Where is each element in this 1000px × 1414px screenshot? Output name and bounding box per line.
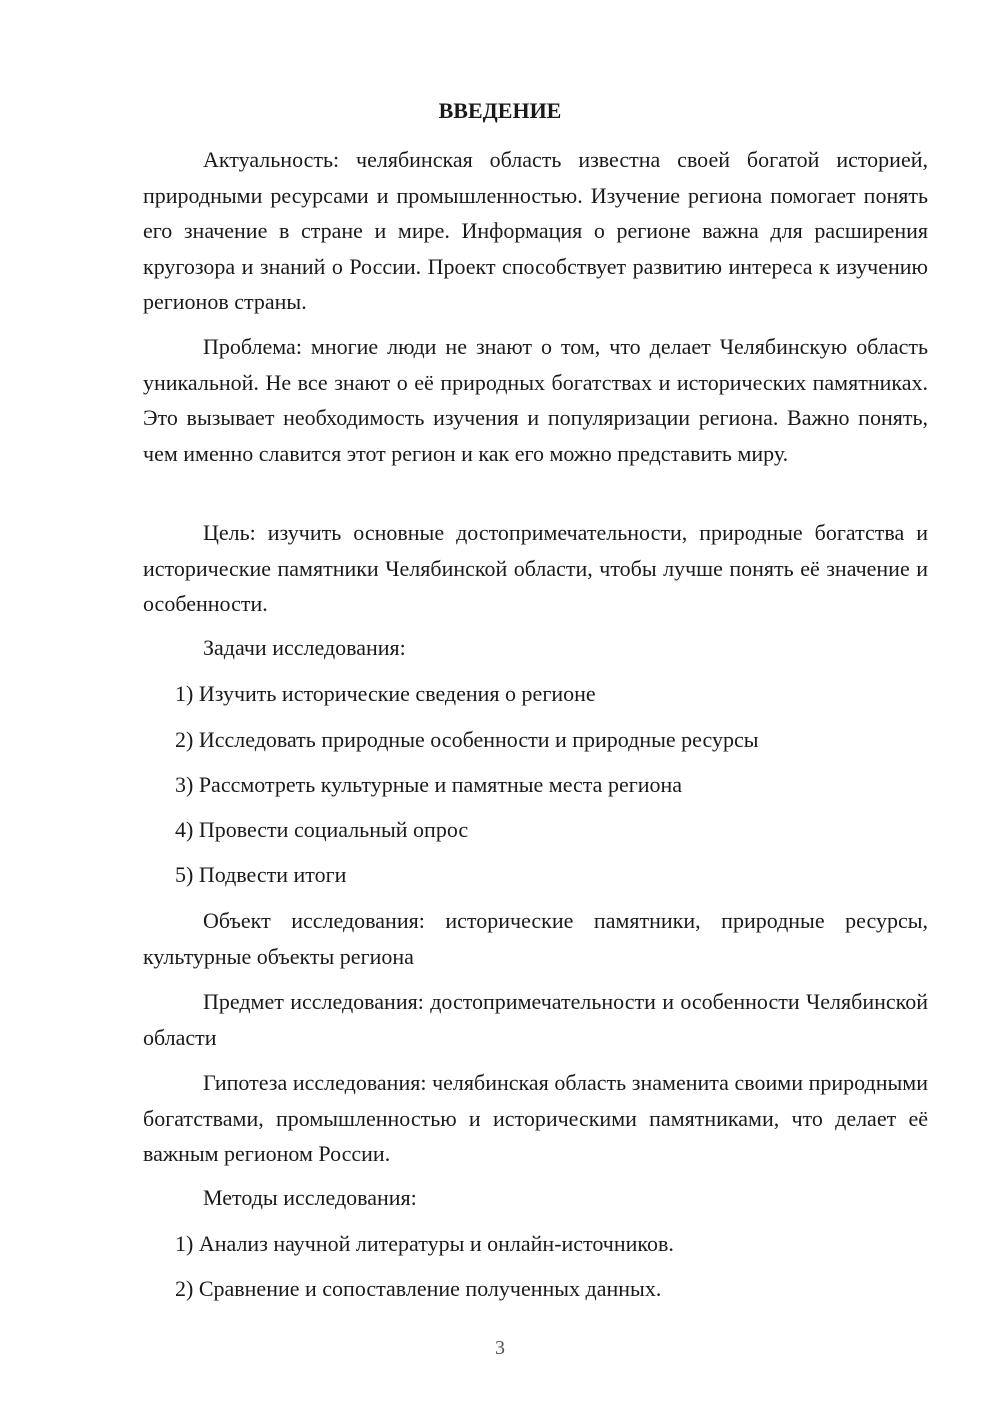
method-item: 2) Сравнение и сопоставление полученных данных. (175, 1276, 662, 1301)
task-item: 4) Провести социальный опрос (175, 817, 469, 842)
task-item: 2) Исследовать природные особенности и природные ресурсы (175, 727, 759, 752)
methods-heading: Методы исследования: (203, 1185, 417, 1210)
object-paragraph: Объект исследования: исторические памятники, природные ресурсы, культурные объекты региона (143, 908, 928, 969)
relevance-paragraph: Актуальность: челябинская область известна своей богатой историей, природными ресурсами и промышленностью. Изучение региона помогает понять его значение в стране и мире. Информация о регионе важна для расширения кругозора и знаний о России. Проект способствует развитию интереса к изучению регионов страны. (143, 147, 928, 314)
tasks-heading: Задачи исследования: (203, 635, 406, 660)
section-heading: ВВЕДЕНИЕ (438, 98, 562, 123)
goal-paragraph: Цель: изучить основные достопримечательности, природные богатства и исторические памятники Челябинской области, чтобы лучше понять её значение и особенности. (143, 520, 928, 616)
subject-paragraph: Предмет исследования: достопримечательности и особенности Челябинской области (143, 989, 928, 1050)
task-item: 5) Подвести итоги (175, 862, 347, 887)
task-item: 3) Рассмотреть культурные и памятные места региона (175, 772, 683, 797)
task-item: 1) Изучить исторические сведения о регионе (175, 681, 596, 706)
hypothesis-paragraph: Гипотеза исследования: челябинская область знаменита своими природными богатствами, промышленностью и историческими памятниками, что делает её важным регионом России. (143, 1070, 928, 1166)
page-number: 3 (495, 1337, 505, 1359)
method-item: 1) Анализ научной литературы и онлайн-источников. (175, 1231, 674, 1256)
problem-paragraph: Проблема: многие люди не знают о том, что делает Челябинскую область уникальной. Не все знают о её природных богатствах и исторических памятниках. Это вызывает необходимость изучения и популяризации региона. Важно понять, чем именно славится этот регион и как его можно представить миру. (143, 334, 928, 466)
